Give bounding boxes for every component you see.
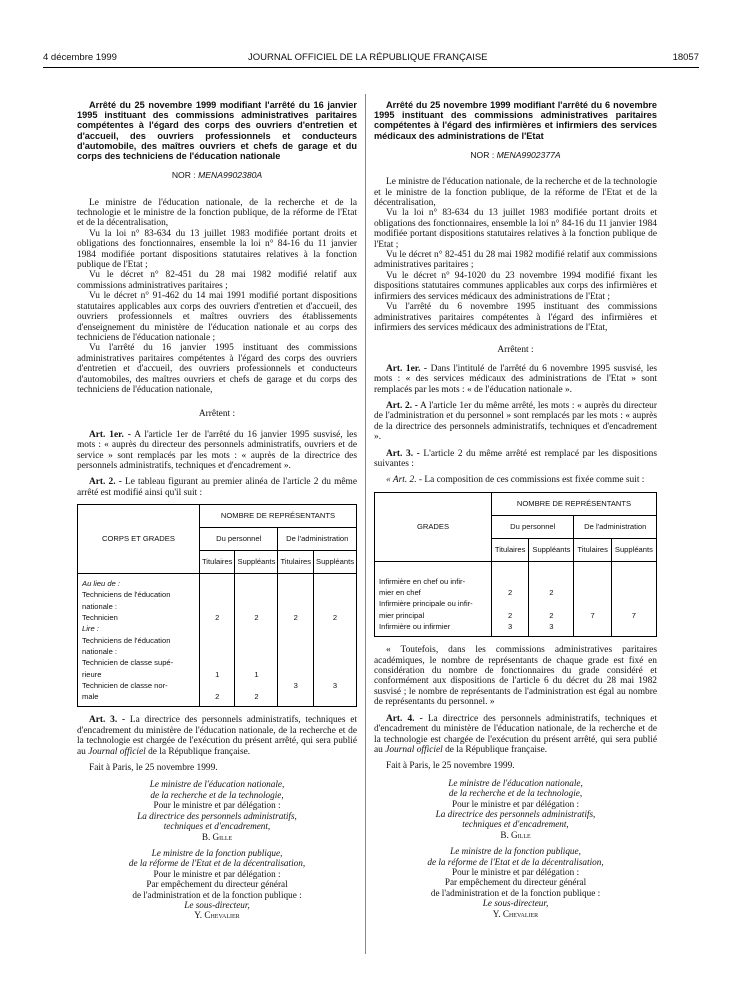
left-table-header-titulaires: Titulaires [199,551,235,574]
table-cell-line: nationale : [82,601,118,611]
table-cell-line: 2 [215,613,220,623]
table-cell-line: Infirmière ou infirmier [379,621,451,631]
sig-line: La directrice des personnels administratifs, [137,810,297,821]
right-column [374,100,657,919]
table-cell-line: Lire : [82,624,99,634]
table-cell-line [494,598,526,609]
right-art3-label: Art. 3. - [386,448,420,459]
right-art4-label: Art. 4. - [386,713,423,724]
table-cell-line: 2 [332,613,338,623]
left-art3-jo: Journal officiel [88,746,146,757]
sig-name: B. Gille [500,829,531,840]
table-cell-line [316,657,354,668]
table-cell-line: Technicien de classe supé- [82,658,174,668]
table-cell-line [202,657,233,668]
header-journal-title: JOURNAL OFFICIEL DE LA RÉPUBLIQUE FRANÇAISE [248,52,488,63]
left-table-grades-cell [78,574,200,707]
sig-line: Le sous-directeur, [482,898,549,909]
left-art1-text: A l'article 1er de l'arrêté du 16 janvier 1995 susvisé, les mots : « auprès du directeur des personnels administratifs, ouvriers et de service » sont remplacés par les mots : « auprès de la directrice des personnels administratifs, techniques et d'encadrement ». [77,429,357,471]
left-para: Le ministre de l'éducation nationale, de la recherche et de la technologie et le ministre de la fonction publique, de la réforme de l'Etat et de la décentralisation, [77,197,357,229]
left-para: Vu la loi n° 83-634 du 13 juillet 1983 modifiée portant droits et obligations des fonctionnaires, ensemble la loi n° 84-16 du 11 janvier 1984 modifiée portant dispositions statutaires relatives à la fonction publique de l'Etat ; [77,228,357,271]
right-art2 [374,401,657,443]
table-cell-line [237,623,275,634]
left-art3-end: de la République française. [148,746,251,757]
right-para: Vu le décret n° 94-1020 du 23 novembre 1994 modifié fixant les dispositions statutaires communes applicables aux corps des infirmières et infirmiers des services médicaux des administrations de l'Etat ; [374,270,657,302]
header-page-number: 18057 [672,52,699,63]
left-table-pers-suppleants [235,574,278,707]
table-cell-line: Infirmière principale ou infir- [379,599,473,609]
right-nor-code: MENA9902377A [496,149,561,160]
table-cell-line [202,646,233,657]
table-cell-line: Infirmière en chef ou infir- [379,576,466,586]
right-nor [374,150,657,160]
table-cell-line: 2 [254,613,259,623]
table-cell-line: 3 [549,621,554,631]
right-signature-2 [374,846,657,919]
table-cell-line: 2 [508,588,513,598]
table-cell-line [316,578,354,589]
left-art3-text: La directrice des personnels administratifs, techniques et d'encadrement du ministère de l'éducation nationale, de la recherche et de la technologie est chargée de l'exécution du présent arrêté, qui sera publié au [77,715,358,757]
table-cell-line [202,623,233,634]
right-art2q-text: La composition de ces commissions est fixée comme suit : [424,475,645,486]
right-arretent: Arrêtent : [497,345,534,356]
left-table-header-corps: CORPS ET GRADES [78,505,200,574]
right-fait: Fait à Paris, le 25 novembre 1999. [386,761,515,772]
left-table-header-suppleants: Suppléants [235,551,278,574]
right-table-header-suppleants: Suppléants [529,538,574,561]
left-table-header-titulaires: Titulaires [278,551,314,574]
sig-line: de l'administration et de la fonction publique : [430,887,601,898]
table-cell-line [316,646,354,657]
sig-line: de l'administration et de la fonction publique : [132,889,302,900]
table-cell-line: mier en chef [379,588,421,598]
table-cell-line: 2 [508,610,513,620]
table-cell-line: 2 [293,613,298,623]
table-cell-line [280,635,311,646]
left-para: Vu le décret n° 82-451 du 28 mai 1982 modifié relatif aux commissions administratives paritaires ; [77,270,357,291]
table-cell-line [576,587,608,598]
table-cell-line: 7 [590,610,595,620]
table-cell-line: 3 [332,680,338,690]
table-cell-line: Techniciens de l'éducation [82,590,171,600]
table-cell-line [531,598,571,609]
table-cell-line [202,601,233,612]
table-cell-line: Technicien [82,613,118,623]
right-para: Vu la loi n° 83-634 du 13 juillet 1983 modifiée portant droits et obligations des fonctionnaires, ensemble la loi n° 84-16 du 11 janvier 1984 modifiée portant dispositions statutaires relatives à la fonction publique de l'Etat ; [374,208,657,250]
sig-line: Le ministre de la fonction publique, [450,846,581,857]
table-cell-line [494,576,526,587]
right-art1-text: Dans l'intitulé de l'arrêté du 6 novembre 1995 susvisé, les mots : « des services médicaux des administrations de l'Etat » sont remplacés par les mots : « de l'éducation nationale ». [374,363,658,395]
table-cell-line [280,646,311,657]
table-cell-line [237,601,275,612]
left-art2 [77,477,357,498]
right-para: Le ministre de l'éducation nationale, de la recherche et de la technologie et le ministre de la fonction publique, de la réforme de l'Etat et de la décentralisation, [374,177,657,209]
left-table-header-suppleants: Suppléants [314,551,357,574]
right-art3-text: L'article 2 du même arrêté est remplacé par les dispositions suivantes : [374,448,658,469]
left-nor-label: NOR : [171,170,196,181]
sig-line: de la recherche et de la technologie, [448,788,583,799]
page-header [43,52,699,66]
right-table-header-admin: De l'administration [574,515,657,538]
table-cell-line [202,578,233,589]
right-table-pers-titulaires [492,561,529,636]
right-table-header-suppleants: Suppléants [611,538,656,561]
left-table-header-nombre: NOMBRE DE REPRÉSENTANTS [199,505,356,528]
right-art1 [374,364,657,395]
sig-line: de la réforme de l'Etat et de la décentralisation, [128,858,306,869]
table-cell-line [576,576,608,587]
right-signature-1 [374,778,657,840]
sig-line: techniques et d'encadrement, [462,819,569,830]
table-cell-line: Technicien de classe nor- [82,680,168,690]
table-cell-line [280,657,311,668]
column-divider [365,94,366,954]
table-cell-line: 2 [549,588,554,598]
right-art4-text: La directrice des personnels administratifs, techniques et d'encadrement du ministère de l'éducation nationale, de la recherche et de la technologie est chargée de l'exécution du présent arrêté, qui sera publié au [374,713,657,755]
table-cell-line: 1 [254,669,259,679]
table-cell-line: 7 [631,610,637,620]
table-cell-line [237,680,275,691]
table-cell-line: rieure [82,669,102,679]
right-table-header-titulaires: Titulaires [574,538,611,561]
right-art2-quoted [374,475,657,485]
left-table-header-personnel: Du personnel [199,528,278,551]
right-para: Vu le décret n° 82-451 du 28 mai 1982 modifié relatif aux commissions administratives paritaires ; [374,250,657,271]
table-cell-line: 2 [549,610,554,620]
left-fait: Fait à Paris, le 25 novembre 1999. [89,763,218,774]
table-cell-line: 2 [215,692,220,702]
right-art2-label: Art. 2. - [386,400,418,411]
left-art2-text: Le tableau figurant au premier alinéa de l'article 2 du même arrêté est modifié ainsi qu'il suit : [77,477,357,498]
sig-line: de la réforme de l'Etat et de la décentralisation, [427,856,604,867]
table-cell-line: 1 [215,669,220,679]
table-cell-line [614,576,654,587]
right-table-grades-cell [375,561,492,636]
table-cell-line [614,621,654,632]
right-art1-label: Art. 1er. - [386,363,428,374]
left-nor [77,170,357,180]
sig-line: de la recherche et de la technologie, [150,789,284,800]
left-decree-title: Arrêté du 25 novembre 1999 modifiant l'arrêté du 16 janvier 1995 instituant des commissions administratives paritaires compétentes à l'égard des corps des ouvriers d'entretien et d'accueil, des ouvriers professionnels et conducteurs d'automobile, des maîtres ouvriers et chefs de garage et du corps des techniciens de l'éducation nationale [77,100,357,162]
left-para: Vu l'arrêté du 16 janvier 1995 instituant des commissions administratives paritaires compétentes à l'égard des corps des ouvriers d'entretien et d'accueil, des ouvriers professionnels et conducteurs d'automobiles, des maîtres ouvriers et chefs de garage et du corps des techniciens de l'éducation nationale, [77,343,357,395]
sig-line: Le ministre de l'éducation nationale, [448,777,583,788]
left-signature-1 [77,779,357,841]
left-nor-code: MENA9902380A [198,170,263,181]
sig-line: Pour le ministre et par délégation : [451,866,580,877]
table-cell-line [316,635,354,646]
table-cell-line [280,691,311,702]
left-table-adm-titulaires [278,574,314,707]
table-cell-line [316,623,354,634]
table-cell-line [576,598,608,609]
table-cell-line [202,589,233,600]
right-table-header-titulaires: Titulaires [492,538,529,561]
right-art3 [374,449,657,470]
table-cell-line [237,646,275,657]
left-arretent: Arrêtent : [198,409,236,420]
table-cell-line [202,680,233,691]
table-cell-line [316,691,354,702]
left-art3 [77,715,357,757]
table-cell-line [280,578,311,589]
right-table-adm-titulaires [574,561,611,636]
right-table-header-nombre: NOMBRE DE REPRÉSENTANTS [492,492,657,515]
right-art4 [374,714,657,756]
table-cell-line: 2 [254,692,259,702]
table-cell-line [237,657,275,668]
sig-line: Le sous-directeur, [184,899,250,910]
table-cell-line [316,589,354,600]
table-cell-line [237,578,275,589]
header-divider [43,67,699,68]
table-cell-line [316,601,354,612]
right-art4-end: de la République française. [445,744,548,755]
table-cell-line [280,601,311,612]
left-column [77,100,357,921]
table-cell-line: 3 [508,621,513,631]
table-cell-line: nationale : [82,646,118,656]
table-cell-line: 3 [293,680,298,690]
table-cell-line: Au lieu de : [82,579,120,589]
left-table-adm-suppleants [314,574,357,707]
left-para: Vu le décret n° 91-462 du 14 mai 1991 modifié portant dispositions statutaires applicables aux corps des ouvriers d'entretien et d'accueil, des ouvriers professionnels et maîtres ouvriers des établissements d'enseignement du ministère de l'éducation nationale et au corps des techniciens de l'éducation nationale ; [77,291,357,343]
table-cell-line [280,623,311,634]
sig-line: Par empêchement du directeur général [444,877,587,888]
table-cell-line: mier principal [379,610,425,620]
table-cell-line [202,635,233,646]
right-toutefois: « Toutefois, dans les commissions administratives paritaires académiques, le nombre de représentants de chaque grade est fixé en considération du nombre de fonctionnaires du grade considéré et conformément aux dispositions de l'article 6 du décret du 28 mai 1982 susvisé ; le nombre de représentants de l'administration est égal au nombre de représentants du personnel. » [374,645,657,708]
sig-line: Pour le ministre et par délégation : [451,798,580,809]
right-table-header-grades: GRADES [375,492,492,561]
sig-line: techniques et d'encadrement, [163,821,271,832]
right-para: Vu l'arrêté du 6 novembre 1995 instituant des commissions administratives paritaires compétentes à l'égard des infirmières et infirmiers des services médicaux des administrations de l'Etat, [374,302,657,333]
table-cell-line: Techniciens de l'éducation [82,635,171,645]
left-art2-label: Art. 2. - [89,477,122,488]
right-table-adm-suppleants [611,561,656,636]
right-representatives-table [374,492,657,637]
right-table-header-personnel: Du personnel [492,515,574,538]
table-cell-line [614,587,654,598]
sig-name: Y. Chevalier [194,910,240,921]
table-cell-line: male [82,692,99,702]
sig-line: Par empêchement du directeur général [146,879,288,890]
left-representatives-table [77,504,357,707]
sig-line: Le ministre de la fonction publique, [151,847,283,858]
right-decree-title: Arrêté du 25 novembre 1999 modifiant l'arrêté du 6 novembre 1995 instituant des commissions administratives paritaires compétentes à l'égard des infirmières et infirmiers des services médicaux des administrations de l'Etat [374,100,657,141]
sig-line: La directrice des personnels administratifs, [435,808,596,819]
sig-name: B. Gille [201,831,233,842]
sig-line: Le ministre de l'éducation nationale, [149,779,285,790]
left-table-header-admin: De l'administration [278,528,357,551]
right-nor-label: NOR : [470,149,495,160]
left-art3-label: Art. 3. - [89,715,126,726]
left-signature-2 [77,848,357,921]
table-cell-line [237,635,275,646]
sig-name: Y. Chevalier [492,908,539,919]
table-cell-line [280,669,311,680]
table-cell-line [614,598,654,609]
table-cell-line [316,669,354,680]
table-cell-line [280,589,311,600]
sig-line: Pour le ministre et par délégation : [153,868,281,879]
left-table-pers-titulaires [199,574,235,707]
table-cell-line [576,621,608,632]
left-art1 [77,430,357,472]
right-art2q-label: « Art. 2. - [386,475,423,486]
header-date: 4 décembre 1999 [43,52,117,63]
table-cell-line [237,589,275,600]
right-table-pers-suppleants [529,561,574,636]
right-art2-text: A l'article 1er du même arrêté, les mots : « auprès du directeur de l'administration et du personnel » sont remplacés par les mots : « auprès de la directrice des personnels administratifs, techniques et d'encadrement ». [374,400,657,443]
sig-line: Pour le ministre et par délégation : [153,800,281,811]
left-art1-label: Art. 1er. - [89,429,131,440]
table-cell-line [531,576,571,587]
right-art4-jo: Journal officiel [385,744,443,755]
